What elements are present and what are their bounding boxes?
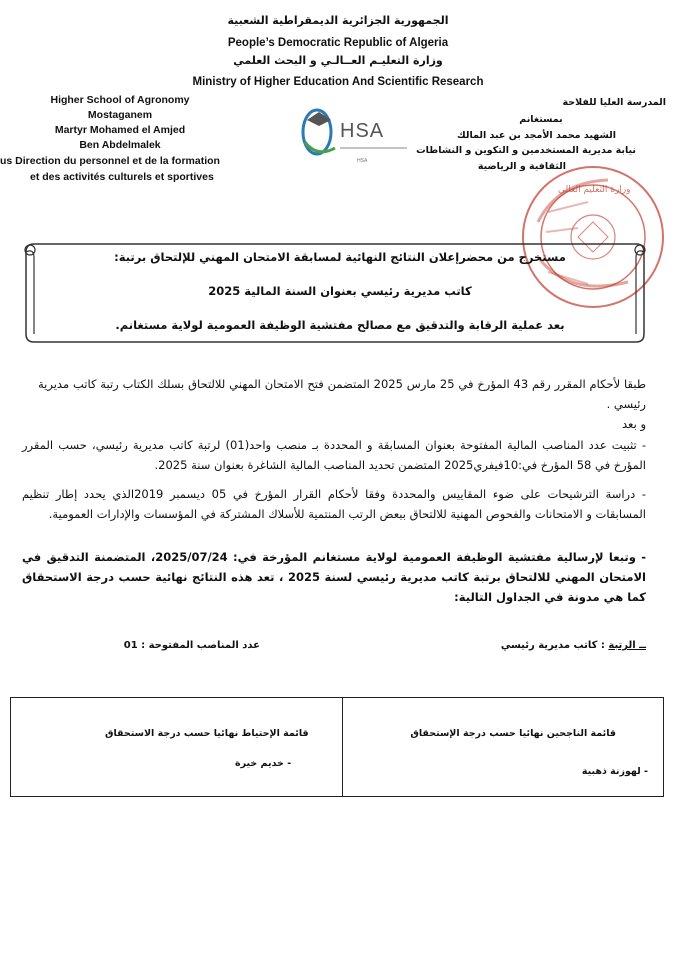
table-cell-reserve: - خديم خيرة — [235, 758, 292, 769]
left-martyr-line2: Ben Abdelmalek — [79, 139, 161, 151]
header-ar-republic: الجمهورية الجزائرية الديمقراطية الشعبية — [227, 14, 449, 27]
rank-value: : كاتب مديرية رئيسي — [500, 640, 605, 651]
table-header-winners: قائمة الناجحين نهائيا حسب درجة الإستحقاق — [410, 728, 616, 739]
body-paragraph-final: - وتبعا لإرسالية مفتشية الوظيفة العمومية لولاية مستغانم المؤرخة في: 2025/07/24، المتضمنة التدقيق في الامتحان المهني للالتحاق برتبة كاتب مديرية رئيسي لسنة 2025 ، تعد هذه النتائج نهائية حسب درجة الاستحقاق كما هي مدونة في الجداول التالية: — [22, 550, 646, 604]
announcement-title: مستخرج من محضرإعلان النتائج النهائية لمسابقة الامتحان المهني للإلتحاق برتبة: — [114, 250, 566, 264]
svg-text:HSA: HSA — [357, 158, 368, 164]
body-paragraph-after: و بعد — [622, 417, 646, 431]
header-en-republic: People’s Democratic Republic of Algeria — [227, 37, 449, 49]
rank-label: ــ الرتبة — [608, 640, 646, 651]
results-table — [10, 697, 664, 797]
header-ar-ministry: وزارة التعليـم العــالـي و البحث العلمي — [233, 54, 443, 67]
right-city: بمستغانم — [519, 114, 563, 125]
right-martyr: الشهيد محمد الأمجد بن عبد المالك — [457, 130, 616, 141]
right-direction-line2: الثقافية و الرياضية — [477, 161, 566, 172]
announcement-audit: بعد عملية الرقابة والتدقيق مع مصالح مفتشية الوظيفة العمومية لولاية مستغانم. — [115, 318, 565, 332]
open-posts-count: عدد المناصب المفتوحة : 01 — [123, 640, 260, 651]
right-school-name: المدرسة العليا للفلاحة — [562, 97, 666, 108]
rank-line — [501, 640, 646, 651]
body-paragraph-posts: - تثبيت عدد المناصب المالية المفتوحة بعنوان المسابقة و المحددة بـ منصب واحد(01) لرتبة كاتب مديرية رئيسي، حسب المقرر المؤرخ في 58 المؤرخ في:10فيفري2025 المتضمن تحديد المناصب المالية الشاغرة بعنوان سنة 2025. — [22, 438, 646, 472]
body-paragraph-decision: طبقا لأحكام المقرر رقم 43 المؤرخ في 25 مارس 2025 المتضمن فتح الامتحان المهني للالتحاق بسلك الكتاب رتبة كاتب مديرية رئيسي . — [38, 377, 646, 411]
stamp-text: وزارة التعليم العالي — [558, 185, 631, 195]
left-direction-line2: et des activités culturels et sportives — [30, 171, 214, 183]
table-divider — [342, 697, 343, 797]
left-city: Mostaganem — [87, 109, 153, 121]
left-direction-line1: us Direction du personnel et de la formation — [0, 155, 220, 167]
body-paragraph-review: - دراسة الترشيحات على ضوء المقاييس والمحددة وفقا لأحكام القرار المؤرخ في 05 ديسمبر 2019الذي يحدد إطار تنظيم المسابقات و الامتحانات والفحوص المهنية للالتحاق ببعض الرتب المنتمية للأسلاك المشتركة في المؤسسات والإدارات العمومية. — [22, 487, 646, 521]
table-cell-winner: - لهوزنة ذهبية — [581, 766, 648, 777]
left-martyr-line1: Martyr Mohamed el Amjed — [54, 124, 186, 136]
right-direction-line1: نيابة مديرية المستخدمين و التكوين و النشاطات — [416, 145, 636, 156]
table-header-reserve: قائمة الإحتياط نهائيا حسب درجة الاستحقاق — [105, 728, 309, 739]
left-school-name: Higher School of Agronomy — [50, 94, 190, 106]
announcement-rank: كاتب مديرية رئيسي بعنوان السنة المالية 2025 — [208, 284, 472, 298]
header-en-ministry: Ministry of Higher Education And Scientific Research — [192, 76, 484, 88]
logo-text: HSA — [340, 120, 385, 142]
